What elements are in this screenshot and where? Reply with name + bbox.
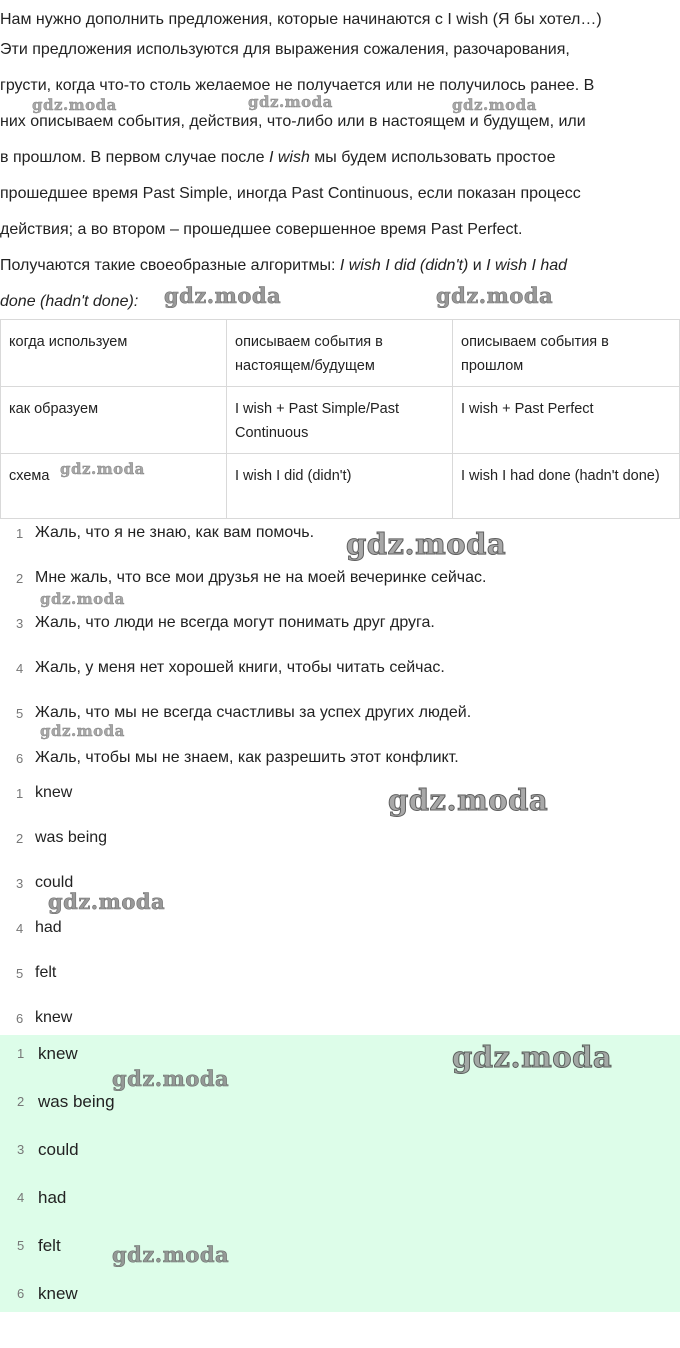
- intro-line-2: Эти предложения используются для выражения сожаления, разочарования,: [0, 41, 570, 58]
- intro-line-3: грусти, когда что-то столь желаемое не получается или не получилось ранее. В: [0, 77, 595, 94]
- intro-line-5: в прошлом. В первом случае после I wish мы будем использовать простое: [0, 149, 556, 166]
- watermark: gdz.moda: [436, 283, 554, 308]
- watermark: gdz.moda: [112, 1066, 230, 1091]
- list-item: 1 knew: [16, 784, 73, 801]
- intro-line-6: прошедшее время Past Simple, иногда Past Continuous, если показан процесс: [0, 185, 581, 202]
- table-row: [1, 320, 680, 387]
- list-item: 6 knew: [17, 1284, 78, 1303]
- table-cell: I wish I had done (hadn't done): [453, 454, 680, 519]
- watermark: gdz.moda: [40, 590, 125, 608]
- list-item: 4 Жаль, у меня нет хорошей книги, чтобы читать сейчас.: [16, 659, 445, 676]
- table-cell: I wish + Past Perfect: [453, 387, 680, 454]
- table-cell: схема: [1, 454, 227, 519]
- table-cell: описываем события в настоящем/будущем: [227, 320, 453, 387]
- table-cell: когда используем: [1, 320, 227, 387]
- table-cell: как образуем: [1, 387, 227, 454]
- list-item: 1 knew: [17, 1044, 78, 1063]
- highlighted-answers-block: [0, 1035, 680, 1312]
- intro-line-1: Нам нужно дополнить предложения, которые начинаются с I wish (Я бы хотел…): [0, 11, 602, 28]
- intro-line-7: действия; а во втором – прошедшее совершенное время Past Perfect.: [0, 221, 523, 238]
- table-cell: I wish I did (didn't): [227, 454, 453, 519]
- table-cell: описываем события в прошлом: [453, 320, 680, 387]
- watermark: gdz.moda: [32, 96, 117, 114]
- list-item: 5 Жаль, что мы не всегда счастливы за успех других людей.: [16, 704, 472, 721]
- watermark: gdz.moda: [60, 460, 145, 478]
- list-item: 3 could: [16, 874, 74, 891]
- list-item: 3 could: [17, 1140, 79, 1159]
- wish-rules-table: [0, 319, 680, 519]
- list-item: 6 Жаль, чтобы мы не знаем, как разрешить этот конфликт.: [16, 749, 459, 766]
- intro-line-8: Получаются такие своеобразные алгоритмы: I wish I did (didn't) и I wish I had: [0, 257, 568, 274]
- watermark: gdz.moda: [388, 783, 549, 817]
- list-item: 4 had: [17, 1188, 67, 1207]
- watermark: gdz.moda: [40, 722, 125, 740]
- watermark: gdz.moda: [48, 889, 166, 914]
- watermark: gdz.moda: [112, 1242, 230, 1267]
- list-item: 2 was being: [16, 829, 108, 846]
- watermark: gdz.moda: [452, 96, 537, 114]
- watermark: gdz.moda: [164, 283, 282, 308]
- intro-line-9: done (hadn't done):: [0, 293, 139, 310]
- watermark: gdz.moda: [452, 1040, 613, 1074]
- intro-line-4: них описываем события, действия, что-либо или в настоящем и будущем, или: [0, 113, 586, 130]
- list-item: 1 Жаль, что я не знаю, как вам помочь.: [16, 524, 315, 541]
- list-item: 2 was being: [17, 1092, 115, 1111]
- watermark: gdz.moda: [346, 527, 507, 561]
- list-item: 5 felt: [16, 964, 57, 981]
- list-item: 6 knew: [16, 1009, 73, 1026]
- watermark: gdz.moda: [248, 93, 333, 111]
- list-item: 4 had: [16, 919, 62, 936]
- list-item: 5 felt: [17, 1236, 61, 1255]
- table-cell: I wish + Past Simple/Past Continuous: [227, 387, 453, 454]
- list-item: 2 Мне жаль, что все мои друзья не на моей вечеринке сейчас.: [16, 569, 487, 586]
- list-item: 3 Жаль, что люди не всегда могут понимать друг друга.: [16, 614, 435, 631]
- table-row: [1, 387, 680, 454]
